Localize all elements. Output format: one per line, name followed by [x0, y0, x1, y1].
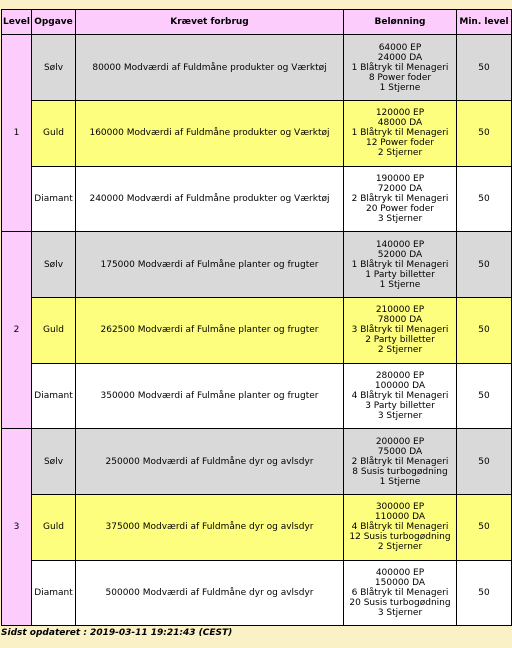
reward-line: 4 Blåtryk til Menageri [351, 522, 449, 533]
header-level: Level [2, 10, 32, 35]
header-min-level: Min. level [457, 10, 512, 35]
min-level-cell: 50 [457, 298, 512, 363]
reward-cell [344, 166, 457, 231]
forbrug-cell: 240000 Modværdi af Fuldmåne produkter og Værktøj [76, 166, 344, 231]
reward-line: 300000 EP [375, 502, 425, 513]
min-level-cell: 50 [457, 231, 512, 297]
reward-line: 110000 DA [374, 512, 426, 523]
reward-line: 120000 EP [375, 108, 425, 119]
reward-line: 2 Stjerner [377, 148, 423, 159]
reward-line: 75000 DA [377, 446, 423, 457]
reward-line: 2 Blåtryk til Menageri [351, 456, 449, 467]
forbrug-cell: 250000 Modværdi af Fuldmåne dyr og avlsdyr [76, 428, 344, 494]
reward-line: 48000 DA [377, 118, 423, 129]
opgave-cell: Diamant [32, 166, 76, 231]
reward-line: 6 Blåtryk til Menageri [351, 587, 449, 598]
forbrug-cell: 80000 Modværdi af Fuldmåne produkter og Værktøj [76, 35, 344, 101]
min-level-cell: 50 [457, 166, 512, 231]
min-level-cell: 50 [457, 363, 512, 428]
reward-line: 150000 DA [374, 577, 426, 588]
reward-line: 1 Blåtryk til Menageri [351, 128, 449, 139]
quest-body [2, 35, 512, 626]
reward-cell [344, 560, 457, 625]
min-level-cell: 50 [457, 560, 512, 625]
reward-line: 64000 EP [378, 42, 422, 53]
reward-line: 2 Party billetter [365, 335, 435, 346]
reward-line: 3 Party billetter [365, 400, 435, 411]
table-row [2, 428, 512, 494]
reward-line: 1 Blåtryk til Menageri [351, 259, 449, 270]
reward-cell [344, 231, 457, 297]
header-row [2, 10, 512, 35]
quest-table [1, 9, 512, 626]
reward-line: 1 Stjerne [379, 82, 421, 93]
reward-line: 140000 EP [375, 239, 425, 250]
reward-line: 3 Stjerner [377, 607, 423, 618]
reward-cell [344, 428, 457, 494]
opgave-cell: Guld [32, 495, 76, 560]
header-belonning: Belønning [344, 10, 457, 35]
reward-line: 2 Stjerner [377, 345, 423, 356]
forbrug-cell: 262500 Modværdi af Fulmåne planter og frugter [76, 298, 344, 363]
reward-line: 1 Party billetter [365, 269, 435, 280]
opgave-cell: Guld [32, 298, 76, 363]
table-row [2, 166, 512, 231]
table-row [2, 35, 512, 101]
reward-line: 3 Stjerner [377, 213, 423, 224]
opgave-cell: Diamant [32, 560, 76, 625]
reward-line: 24000 DA [377, 52, 423, 63]
last-updated: Sidst opdateret : 2019-03-11 19:21:43 (CEST) [1, 628, 233, 638]
reward-line: 12 Susis turbogødning [349, 532, 451, 543]
reward-line: 52000 DA [377, 249, 423, 260]
reward-line: 400000 EP [375, 567, 425, 578]
reward-line: 78000 DA [377, 315, 423, 326]
reward-line: 12 Power foder [365, 138, 434, 149]
opgave-cell: Sølv [32, 231, 76, 297]
reward-line: 20 Power foder [365, 203, 434, 214]
level-cell: 1 [2, 35, 32, 232]
table-row [2, 363, 512, 428]
reward-cell [344, 495, 457, 560]
level-cell: 3 [2, 428, 32, 625]
reward-line: 1 Stjerne [379, 279, 421, 290]
forbrug-cell: 500000 Modværdi af Fuldmåne dyr og avlsdyr [76, 560, 344, 625]
reward-line: 8 Susis turbogødning [352, 466, 448, 477]
reward-line: 2 Blåtryk til Menageri [351, 193, 449, 204]
reward-cell [344, 101, 457, 166]
reward-line: 20 Susis turbogødning [349, 597, 451, 608]
min-level-cell: 50 [457, 35, 512, 101]
table-row [2, 495, 512, 560]
forbrug-cell: 350000 Modværdi af Fulmåne planter og frugter [76, 363, 344, 428]
opgave-cell: Diamant [32, 363, 76, 428]
reward-line: 3 Stjerner [377, 410, 423, 421]
min-level-cell: 50 [457, 495, 512, 560]
reward-cell [344, 298, 457, 363]
forbrug-cell: 160000 Modværdi af Fuldmåne produkter og Værktøj [76, 101, 344, 166]
table-row [2, 560, 512, 625]
reward-line: 3 Blåtryk til Menageri [351, 325, 449, 336]
min-level-cell: 50 [457, 428, 512, 494]
reward-line: 210000 EP [375, 305, 425, 316]
table-row [2, 298, 512, 363]
opgave-cell: Sølv [32, 428, 76, 494]
reward-line: 8 Power foder [368, 72, 432, 83]
header-opgave: Opgave [32, 10, 76, 35]
table-row [2, 231, 512, 297]
reward-line: 1 Blåtryk til Menageri [351, 62, 449, 73]
opgave-cell: Guld [32, 101, 76, 166]
reward-line: 200000 EP [375, 436, 425, 447]
reward-line: 72000 DA [377, 183, 423, 194]
reward-line: 4 Blåtryk til Menageri [351, 390, 449, 401]
table-row [2, 101, 512, 166]
forbrug-cell: 375000 Modværdi af Fuldmåne dyr og avlsdyr [76, 495, 344, 560]
forbrug-cell: 175000 Modværdi af Fulmåne planter og frugter [76, 231, 344, 297]
reward-cell [344, 35, 457, 101]
header-forbrug: Krævet forbrug [76, 10, 344, 35]
min-level-cell: 50 [457, 101, 512, 166]
reward-line: 100000 DA [374, 380, 426, 391]
reward-line: 190000 EP [375, 173, 425, 184]
level-cell: 2 [2, 231, 32, 428]
reward-cell [344, 363, 457, 428]
reward-line: 2 Stjerner [377, 542, 423, 553]
opgave-cell: Sølv [32, 35, 76, 101]
reward-line: 1 Stjerne [379, 476, 421, 487]
reward-line: 280000 EP [375, 370, 425, 381]
